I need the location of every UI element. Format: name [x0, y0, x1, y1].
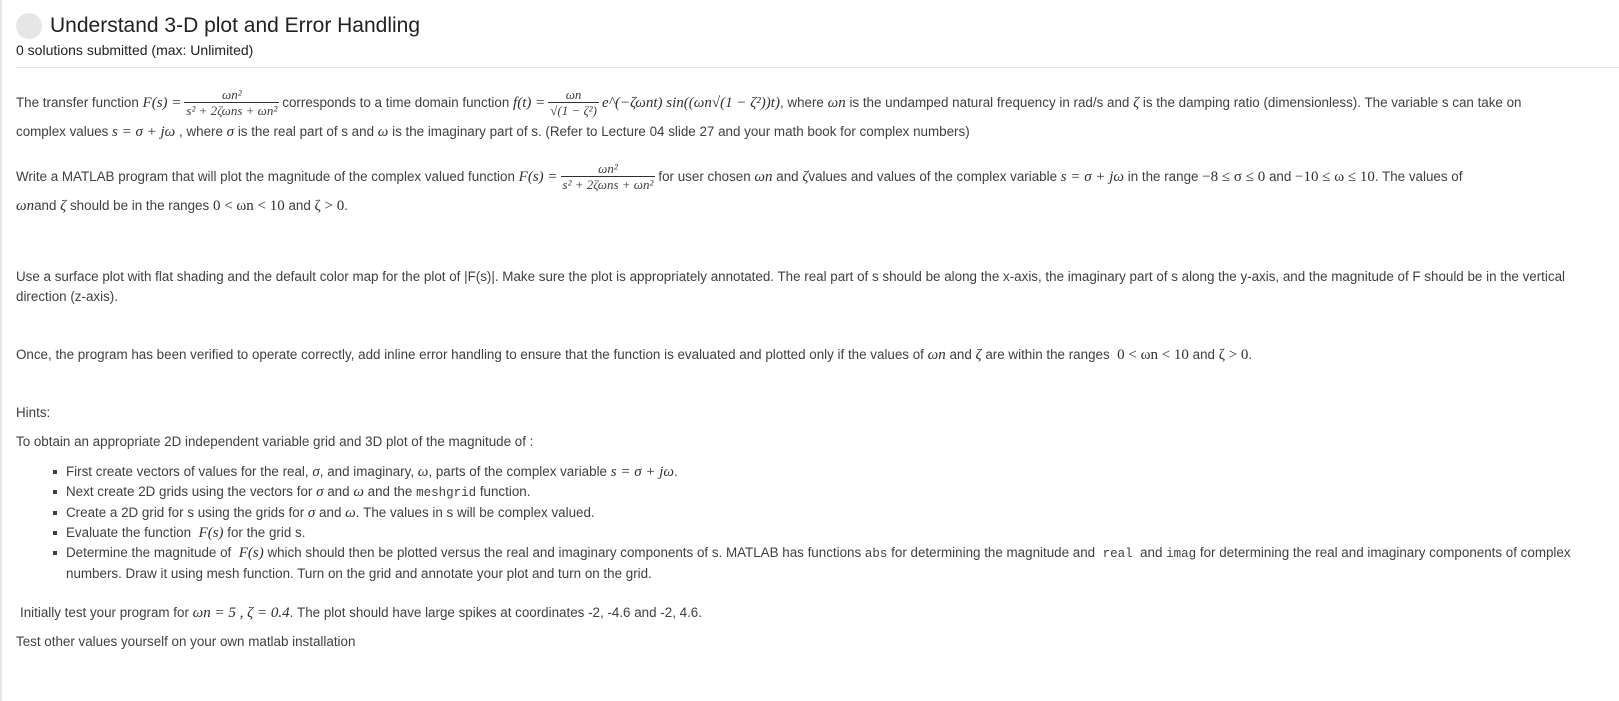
math-fraction: $\frac{\omega n}{\text{√(1 − ζ²)}}$ — [550, 87, 597, 118]
hints-intro: To obtain an appropriate 2D independent variable grid and 3D plot of the magnitude of : — [16, 434, 534, 449]
math-Fs: F(s) = — [142, 95, 182, 111]
paragraph-test-other: Test other values yourself on your own matlab installation — [16, 634, 356, 649]
left-border — [0, 0, 2, 701]
hints-label: Hints: — [16, 405, 51, 420]
problem-header — [16, 12, 1619, 58]
hint-item: First create vectors of values for the real, σ, and imaginary, ω, parts of the complex variable s = σ + jω. — [66, 462, 1599, 482]
header-divider — [16, 67, 1619, 68]
paragraph-initial-test: Initially test your program for ωn = 5 , ζ = 0.4. The plot should have large spikes at coordinates -2, -4.6 and -2, 4.6. — [20, 605, 702, 621]
code-meshgrid: meshgrid — [416, 486, 477, 500]
paragraph-transfer-function: The transfer function F(s) = $\frac{\text{ωn²}}{\text{s² + 2ζωns + ωn²}}$ corresponds to a time domain function f(t) = $\frac{\omega n}{\text{√(1 − ζ²)}}$ e^(−ζωnt) sin((ωn√(1 − ζ²))t) , where ωn is the undamped natural frequency in rad/s and ζ is the damping ratio (dimensionless). The variable s can take on complex values s = σ + jω , where σ is the real part of s and ω is the imaginary part of s. (Refer to Lecture 04 slide 27 and your math book for complex numbers) — [16, 87, 1522, 140]
math-fraction: $\frac{\text{ωn²}}{\text{s² + 2ζωns + ωn²}}$ — [186, 87, 278, 118]
paragraph-error-handling: Once, the program has been verified to operate correctly, add inline error handling to ensure that the function is evaluated and plotted only if the values of ωn and ζ are within the ranges 0 < ωn < 10 and ζ > 0. — [16, 347, 1253, 363]
problem-title: Understand 3-D plot and Error Handling — [50, 14, 421, 37]
code-imag: imag — [1166, 547, 1197, 561]
hints-list — [16, 462, 1599, 584]
math-fraction: $\frac{\text{ωn²}}{\text{s² + 2ζωns + ωn²}}$ — [562, 161, 654, 192]
code-abs: abs — [864, 547, 888, 561]
submission-count: 0 solutions submitted (max: Unlimited) — [16, 42, 254, 58]
status-circle-icon — [16, 13, 42, 39]
hint-item: Determine the magnitude of F(s) which should then be plotted versus the real and imaginary components of s. MATLAB has functions abs for determining the magnitude and real and imag for determining the real and imaginary components of complex numbers. Draw it using mesh function. Turn on the grid and annotate your plot and turn on the grid. — [66, 543, 1599, 584]
hint-item: Next create 2D grids using the vectors for σ and ω and the meshgrid function. — [66, 482, 1599, 503]
hint-item: Evaluate the function F(s) for the grid s. — [66, 523, 1599, 543]
paragraph-surface-plot: Use a surface plot with flat shading and the default color map for the plot of |F(s)|. Make sure the plot is appropriately annotated. The real part of s should be along the x-axis, the imaginary part of s along the y-axis, and the magnitude of F should be in the vertical direction (z-axis). — [16, 269, 1565, 304]
code-real: real — [1102, 547, 1133, 561]
hint-item: Create a 2D grid for s using the grids for σ and ω. The values in s will be complex valued. — [66, 503, 1599, 523]
paragraph-task: Write a MATLAB program that will plot the magnitude of the complex valued function F(s) = $\frac{\text{ωn²}}{\text{s² + 2ζωns + ωn²}}$ for user chosen ωn and ζ values and values of the complex variable s = σ + jω in the range −8 ≤ σ ≤ 0 and −10 ≤ ω ≤ 10 . The values of ωnand ζ should be in the ranges 0 < ωn < 10 and ζ > 0. — [16, 161, 1463, 214]
